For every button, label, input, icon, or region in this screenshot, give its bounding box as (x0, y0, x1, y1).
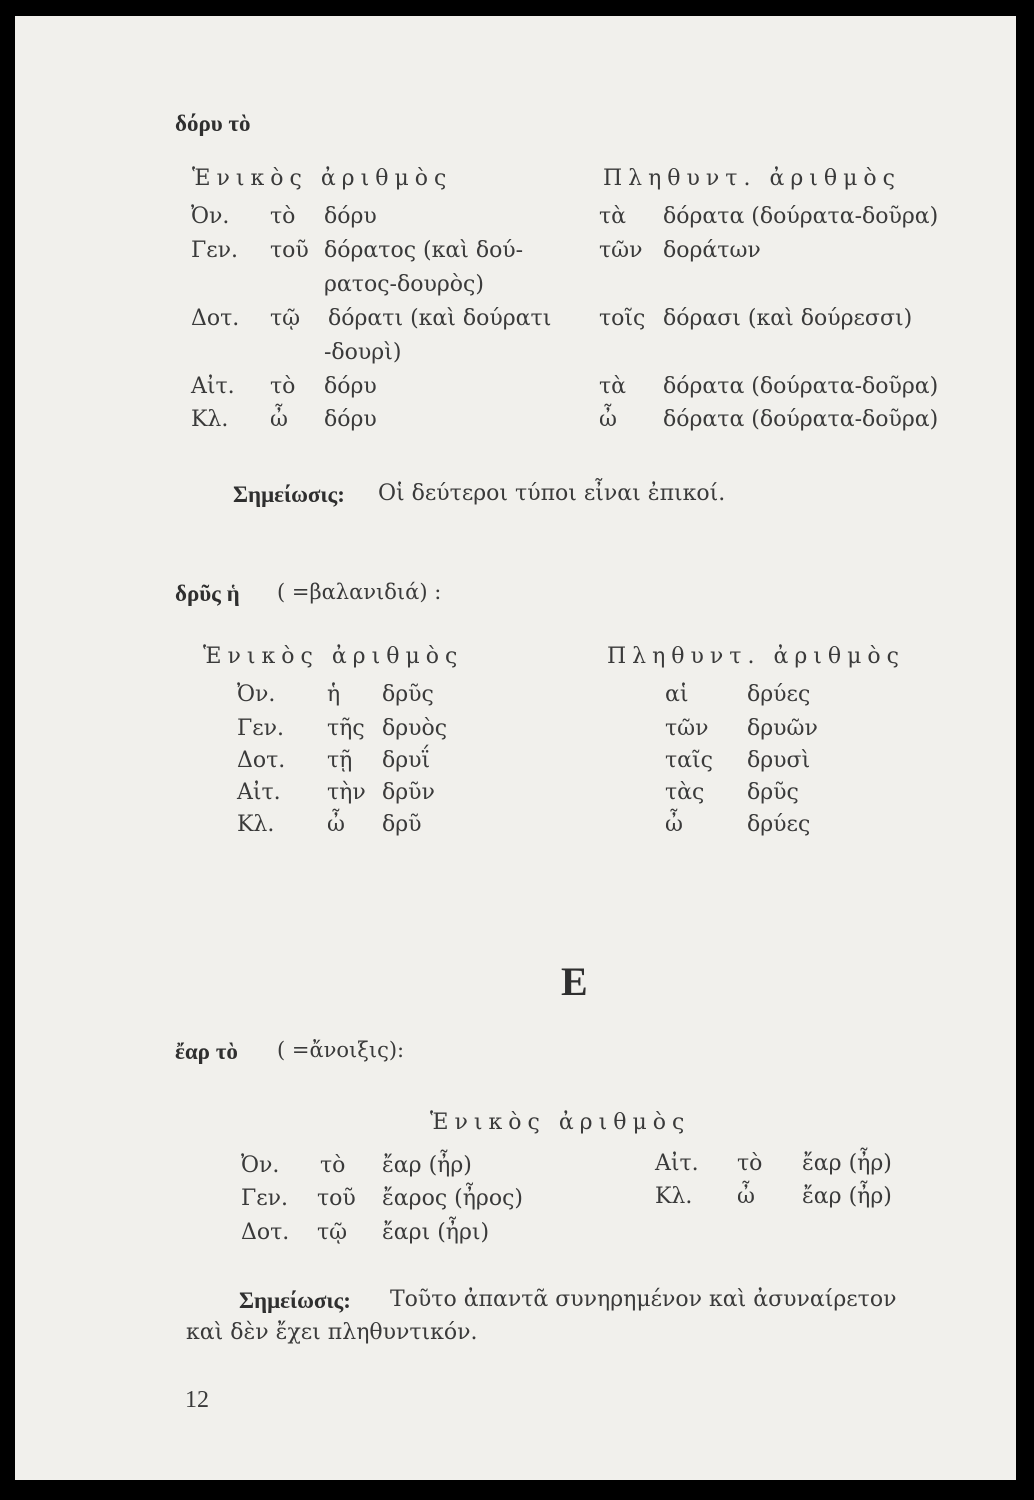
plural-form: δρυῶν (747, 716, 818, 741)
case-label: Δοτ. (241, 1220, 290, 1245)
article: ὦ (737, 1184, 755, 1209)
article: τῷ (317, 1220, 348, 1245)
plural-form: δρύες (747, 682, 811, 707)
case-label: Κλ. (237, 812, 275, 837)
singular-header: Ἑνικὸς ἀριθμὸς (192, 166, 453, 191)
form: δρῦ (382, 812, 422, 837)
book-page (15, 16, 1016, 1480)
plural-form: δρῦς (747, 780, 799, 805)
gloss: ( =ἄνοιξις): (277, 1038, 405, 1062)
gloss: ( =βαλανιδιά) : (277, 580, 442, 604)
form: δόρατος (καὶ δού- (324, 238, 524, 263)
form: δρυὸς (382, 716, 448, 741)
article: τοῦ (317, 1186, 356, 1211)
plural-article: τοῖς (599, 306, 646, 331)
form: ἔαρος (ἦρος) (382, 1186, 524, 1211)
article: ὦ (327, 812, 345, 837)
article: ἡ (327, 682, 341, 707)
plural-article: τῶν (665, 716, 709, 741)
plural-article: ὦ (665, 812, 683, 837)
form: δρῦς (382, 682, 434, 707)
plural-article: τὰς (665, 780, 705, 805)
plural-form: δόρατα (δούρατα-δοῦρα) (663, 204, 939, 229)
singular-header: Ἑνικὸς ἀριθμὸς (430, 1110, 691, 1135)
case-label: Κλ. (655, 1184, 693, 1209)
article: τὸ (270, 374, 296, 399)
article: τὸ (320, 1153, 346, 1178)
case-label: Γεν. (241, 1186, 289, 1211)
headword-ear: ἔαρ τὸ (175, 1039, 238, 1064)
plural-article: τὰ (599, 204, 627, 229)
plural-form: δρύες (747, 812, 811, 837)
article: τὸ (270, 204, 296, 229)
plural-article: αἱ (665, 682, 689, 707)
case-label: Δοτ. (191, 306, 240, 331)
note-label: Σημείωσις: (239, 1288, 351, 1313)
form: δόρυ (324, 407, 377, 432)
case-label: Κλ. (191, 407, 229, 432)
case-label: Γεν. (191, 238, 239, 263)
case-label: Αἰτ. (655, 1151, 699, 1176)
case-label: Γεν. (237, 716, 285, 741)
form-continuation: ρατος-δουρὸς) (324, 272, 484, 297)
article: ὦ (270, 407, 288, 432)
case-label: Αἰτ. (191, 374, 235, 399)
plural-header: Πληθυντ. ἀριθμὸς (603, 166, 901, 191)
case-label: Ὀν. (241, 1153, 280, 1178)
plural-article: τῶν (599, 238, 643, 263)
note-text: Τοῦτο ἀπαντᾶ συνηρημένον καὶ ἀσυναίρετον (390, 1287, 897, 1312)
case-label: Ὀν. (237, 682, 276, 707)
article: τῆς (327, 716, 365, 741)
plural-form: δόρατα (δούρατα-δοῦρα) (663, 407, 939, 432)
headword-drys: δρῦς ἡ (175, 581, 240, 606)
plural-form: δόρατα (δούρατα-δοῦρα) (663, 374, 939, 399)
case-label: Δοτ. (237, 748, 286, 773)
form-continuation: -δουρὶ) (324, 340, 402, 365)
article: τῷ (270, 306, 301, 331)
form: ἔαρ (ἦρ) (382, 1153, 472, 1178)
plural-article: ταῖς (665, 748, 713, 773)
case-label: Αἰτ. (237, 780, 281, 805)
headword-doru: δόρυ τὸ (175, 111, 251, 136)
plural-article: ὦ (599, 407, 617, 432)
form: δόρυ (324, 204, 377, 229)
article: τὸ (737, 1151, 763, 1176)
plural-article: τὰ (599, 374, 627, 399)
note-text: Οἱ δεύτεροι τύποι εἶναι ἐπικοί. (378, 481, 726, 506)
article: τῇ (327, 748, 353, 773)
article: τὴν (327, 780, 366, 805)
form: δρῦν (382, 780, 435, 805)
note-label: Σημείωσις: (233, 482, 345, 507)
form: ἔαρ (ἦρ) (802, 1151, 892, 1176)
form: ἔαρι (ἦρι) (382, 1220, 490, 1245)
plural-form: δοράτων (663, 238, 761, 263)
case-label: Ὀν. (191, 204, 230, 229)
form: δρυΐ (382, 748, 431, 773)
section-letter: Ε (561, 959, 588, 1004)
singular-header: Ἑνικὸς ἀριθμὸς (203, 644, 464, 669)
plural-form: δόρασι (καὶ δούρεσσι) (663, 306, 913, 331)
article: τοῦ (270, 238, 309, 263)
note-text-continuation: καὶ δὲν ἔχει πληθυντικόν. (186, 1320, 478, 1345)
plural-header: Πληθυντ. ἀριθμὸς (607, 644, 905, 669)
form: ἔαρ (ἦρ) (802, 1184, 892, 1209)
page-number: 12 (185, 1387, 209, 1413)
form: δόρατι (καὶ δούρατι (328, 306, 552, 331)
plural-form: δρυσὶ (747, 748, 811, 773)
form: δόρυ (324, 374, 377, 399)
